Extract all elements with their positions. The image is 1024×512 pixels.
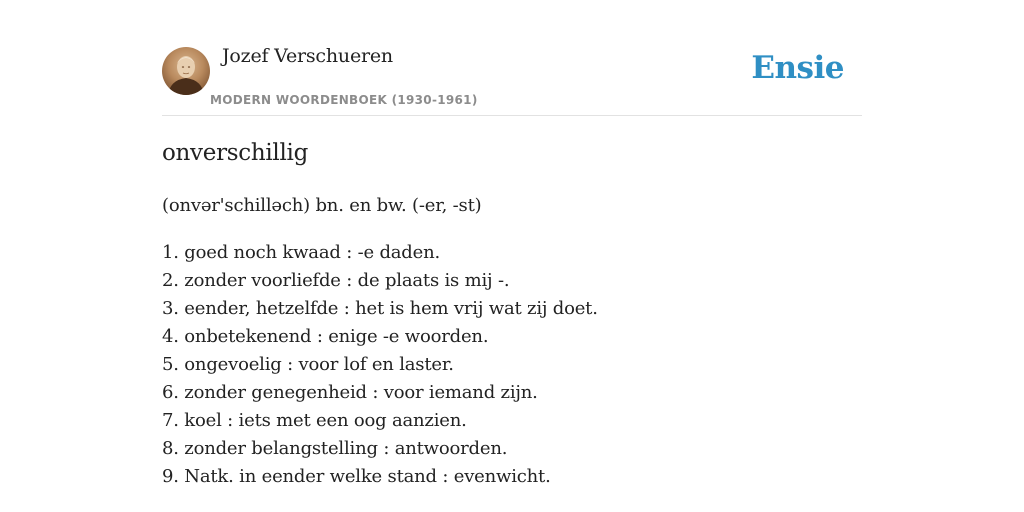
definition-item: 8. zonder belangstelling : antwoorden. xyxy=(162,438,508,459)
definition-item: 6. zonder genegenheid : voor iemand zijn. xyxy=(162,382,538,403)
definition-list xyxy=(162,239,598,491)
definition-item: 5. ongevoelig : voor lof en laster. xyxy=(162,354,454,375)
source-dictionary[interactable]: MODERN WOORDENBOEK (1930-1961) xyxy=(210,93,478,107)
definition-item: 2. zonder voorliefde : de plaats is mij -. xyxy=(162,270,510,291)
definition-item: 4. onbetekenend : enige -e woorden. xyxy=(162,326,489,347)
definition-item: 7. koel : iets met een oog aanzien. xyxy=(162,410,467,431)
definition-item: 9. Natk. in eender welke stand : evenwicht. xyxy=(162,466,551,487)
entry-header xyxy=(162,0,862,116)
author-avatar[interactable] xyxy=(162,47,210,95)
definition-item: 1. goed noch kwaad : -e daden. xyxy=(162,242,440,263)
definition-item: 3. eender, hetzelfde : het is hem vrij wat zij doet. xyxy=(162,298,598,319)
site-logo[interactable]: Ensie xyxy=(751,50,844,86)
author-name[interactable]: Jozef Verschueren xyxy=(222,45,393,67)
pronunciation: (onvər'schilləch) bn. en bw. (-er, -st) xyxy=(162,195,482,216)
author-portrait-icon xyxy=(162,47,210,95)
entry-card xyxy=(162,0,862,512)
page-title: onverschillig xyxy=(162,140,309,166)
